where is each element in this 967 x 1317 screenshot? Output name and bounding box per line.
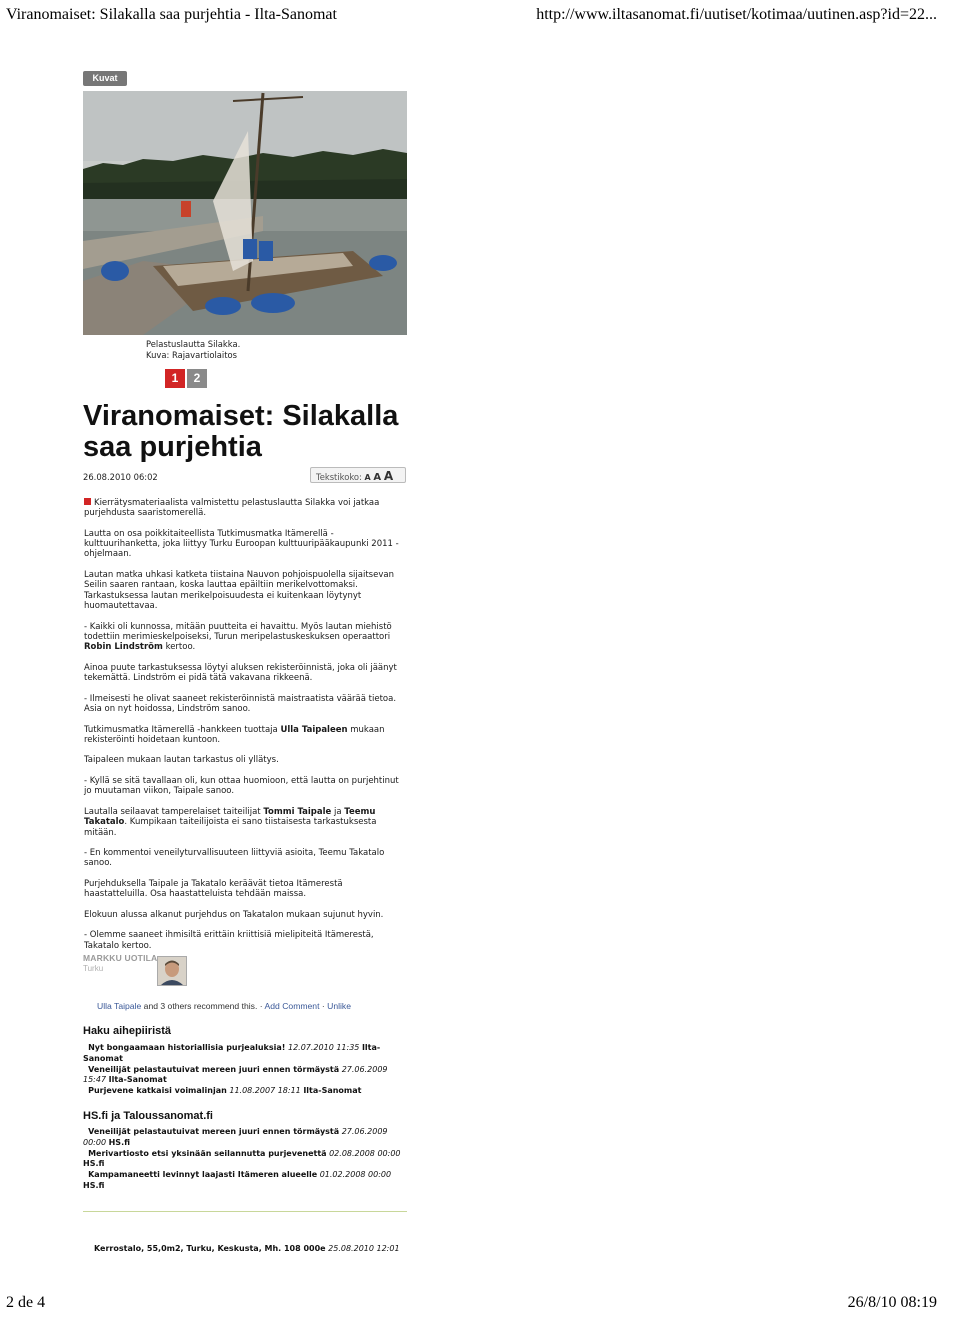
person-name: Teemu Takatalo <box>84 806 376 828</box>
related-hs-list <box>83 1127 407 1192</box>
print-footer-page: 2 de 4 <box>6 1294 46 1311</box>
gallery-page-2[interactable]: 2 <box>187 369 207 388</box>
print-header-url: http://www.iltasanomat.fi/uutiset/kotimaa/uutinen.asp?id=22... <box>536 6 937 23</box>
related-link-date: 12.07.2010 11:35 <box>287 1043 360 1052</box>
paragraph: - Ilmeisesti he olivat saaneet rekisteröinnistä maistraatista väärää tietoa. Asia on nyt hoidossa, Lindström sanoo. <box>84 693 397 714</box>
person-name: Robin Lindström <box>84 642 163 653</box>
caption-line-1: Pelastuslautta Silakka. <box>146 339 241 349</box>
paragraph: Elokuun alussa alkanut purjehdus on Takatalon mukaan sujunut hyvin. <box>84 909 384 920</box>
gallery-pager <box>165 367 209 388</box>
paragraph: Lautan matka uhkasi katketa tiistaina Nauvon pohjoispuolella sijaitsevan Seilin saaren rantaan, koska lauttaa epäiltiin merikelvottomaksi. Tarkastuksessa lautan merikelpoisuudesta ei kuitenkaan löytynyt huomautettavaa. <box>84 570 394 611</box>
related-link-title[interactable]: Purjevene katkaisi voimalinjan <box>88 1086 227 1096</box>
related-link-date: 11.08.2007 18:11 <box>229 1086 301 1096</box>
article-photo[interactable] <box>83 91 407 335</box>
article-lead <box>84 498 408 519</box>
photo-caption <box>146 339 240 361</box>
related-is-list <box>83 1043 407 1097</box>
print-footer-datetime: 26/8/10 08:19 <box>847 1294 937 1311</box>
related-link-date: 27.06.2009 00:00 <box>83 1127 388 1147</box>
text-span: - Kaikki oli kunnossa, mitään puutteita ei havaittu. Myös lautan miehistö todettiin merimieskelpoiseksi, Turun meripelastuskeskuksen operaattori <box>84 621 392 642</box>
related-link-title[interactable]: Nyt bongaamaan historiallisia purjealuksia! <box>88 1043 286 1052</box>
ad-listing-title[interactable]: Kerrostalo, 55,0m2, Turku, Keskusta, Mh. 108 000e <box>94 1244 326 1253</box>
text-size-large-button[interactable]: A <box>383 469 394 483</box>
text-size-label: Tekstikoko: <box>316 472 362 482</box>
add-comment-link[interactable]: Add Comment <box>264 1001 320 1011</box>
related-link-source: HS.fi <box>83 1180 105 1190</box>
facebook-recommend-bar <box>97 1001 351 1011</box>
article-title: Viranomaiset: Silakalla saa purjehtia <box>83 400 399 463</box>
caption-line-2: Kuva: Rajavartiolaitos <box>146 350 238 360</box>
paragraph: Lautta on osa poikkitaiteellista Tutkimusmatka Itämerellä -kulttuurihanketta, joka liittyy Turku Euroopan kulttuuripääkaupunki 2011 -ohjelmaan. <box>84 528 399 560</box>
related-link-title[interactable]: Veneilijät pelastautuivat mereen juuri ennen törmäystä <box>88 1127 340 1136</box>
related-link-date: 01.02.2008 00:00 <box>319 1170 392 1180</box>
gallery-page-1[interactable]: 1 <box>165 369 185 388</box>
related-link-date: 02.08.2008 00:00 <box>329 1148 401 1158</box>
text-span: mukaan rekisteröinti hoidetaan kuntoon. <box>84 724 385 745</box>
related-link-title[interactable]: Veneilijät pelastautuivat mereen juuri ennen törmäystä <box>88 1064 340 1074</box>
author-avatar <box>157 956 187 986</box>
recommend-text: and 3 others recommend this. · <box>141 1001 265 1011</box>
article-body <box>84 498 408 961</box>
related-link-source: Ilta-Sanomat <box>108 1075 167 1085</box>
separator: · <box>319 1001 328 1011</box>
list-item[interactable] <box>83 1086 407 1097</box>
paragraph: - Kyllä se sitä tavallaan oli, kun ottaa huomioon, että lautta on purjehtinut jo muutaman viikon, Taipale sanoo. <box>84 776 399 797</box>
related-link-source: Ilta-Sanomat <box>303 1086 362 1096</box>
text-span: kertoo. <box>162 642 196 653</box>
related-link-source: HS.fi <box>108 1137 131 1147</box>
print-header-title: Viranomaiset: Silakalla saa purjehtia - Ilta-Sanomat <box>6 6 337 23</box>
related-is-heading: Haku aihepiiristä <box>83 1025 172 1037</box>
related-link-title[interactable]: Merivartiosto etsi yksinään seilannutta purjevenettä <box>88 1148 327 1158</box>
paragraph <box>84 622 408 653</box>
ad-listing-date: 25.08.2010 12:01 <box>328 1244 400 1253</box>
list-item[interactable] <box>83 1127 407 1149</box>
text-span: Lautalla seilaavat tamperelaiset taiteilijat <box>84 806 264 817</box>
paragraph: - En kommentoi veneilyturvallisuuteen liittyviä asioita, Teemu Takatalo sanoo. <box>84 848 385 869</box>
author-name: MARKKU UOTILA <box>83 953 158 963</box>
paragraph: - Olemme saaneet ihmisiltä erittäin kriittisiä mielipiteitä Itämerestä, Takatalo kertoo. <box>84 930 374 951</box>
paragraph <box>84 807 408 838</box>
text-span: ja <box>331 806 345 817</box>
text-size-control <box>310 467 406 483</box>
related-link-source: HS.fi <box>83 1159 105 1169</box>
related-link-source: Ilta-Sanomat <box>83 1043 381 1063</box>
author-portrait-image <box>158 957 186 985</box>
paragraph: Taipaleen mukaan lautan tarkastus oli yllätys. <box>84 755 279 766</box>
paragraph: Purjehduksella Taipale ja Takatalo keräävät tietoa Itämerestä haastatteluilla. Osa haastatteluista tehdään maissa. <box>84 878 343 900</box>
section-divider <box>83 1211 407 1212</box>
related-link-date: 27.06.2009 15:47 <box>83 1064 388 1085</box>
gallery-tab[interactable]: Kuvat <box>83 71 127 86</box>
text-span: Tutkimusmatka Itämerellä -hankkeen tuottaja <box>84 724 281 735</box>
recommender-link[interactable]: Ulla Taipale <box>97 1001 142 1011</box>
text-size-medium-button[interactable]: A <box>373 472 382 483</box>
person-name: Ulla Taipaleen <box>280 724 348 735</box>
raft-photo-image <box>83 91 407 335</box>
related-link-title[interactable]: Kampamaneetti levinnyt laajasti Itämeren alueelle <box>88 1170 318 1180</box>
author-byline <box>83 953 163 973</box>
unlike-link[interactable]: Unlike <box>327 1001 351 1011</box>
related-hs-heading: HS.fi ja Taloussanomat.fi <box>83 1110 213 1122</box>
paragraph: Ainoa puute tarkastuksessa löytyi aluksen rekisteröinnistä, joka oli jäänyt tekemättä. Lindström ei pidä tätä vakavana rikkeenä. <box>84 662 397 684</box>
text-span: . Kumpikaan taiteilijoista ei sano tiistaisesta tarkastuksesta mitään. <box>84 817 377 838</box>
lead-text: Kierrätysmateriaalista valmistettu pelastuslautta Silakka voi jatkaa purjehdusta saaristomerellä. <box>84 498 380 519</box>
author-location: Turku <box>83 964 104 973</box>
lead-square-icon <box>84 498 91 505</box>
article-date: 26.08.2010 06:02 <box>83 472 158 482</box>
text-size-small-button[interactable]: A <box>364 473 371 482</box>
list-item[interactable] <box>83 1065 407 1087</box>
ad-listing-link[interactable] <box>94 1244 400 1253</box>
paragraph <box>84 725 408 746</box>
person-name: Tommi Taipale <box>263 806 332 817</box>
list-item[interactable] <box>83 1043 407 1065</box>
list-item[interactable] <box>83 1170 407 1192</box>
list-item[interactable] <box>83 1149 407 1171</box>
